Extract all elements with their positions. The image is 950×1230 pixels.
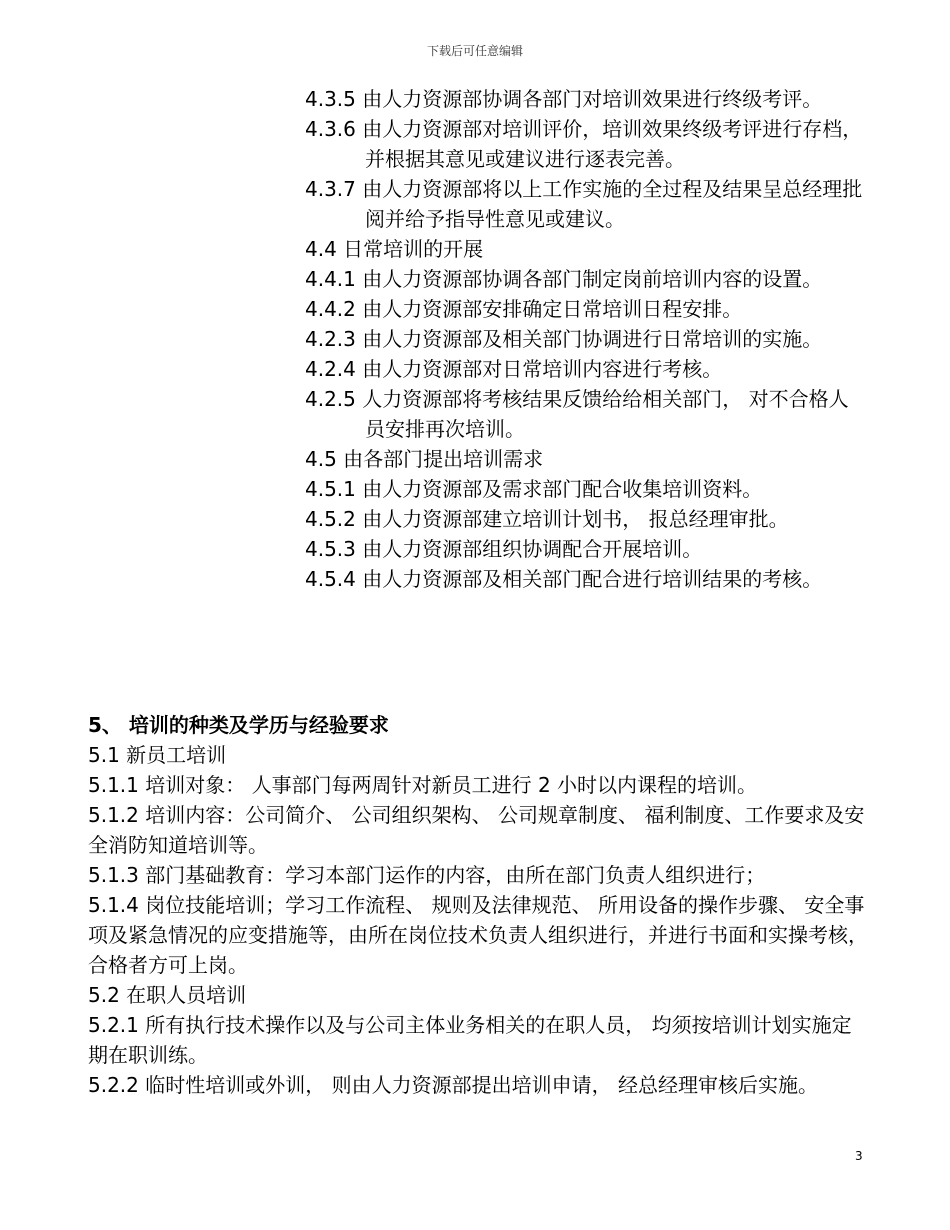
paragraph: 5.1.3 部门基础教育：学习本部门运作的内容，由所在部门负责人组织进行； bbox=[88, 863, 766, 887]
list-item: 4.5.2 由人力资源部建立培训计划书， 报总经理审批。 bbox=[305, 507, 789, 531]
section-title: 5、 培训的种类及学历与经验要求 bbox=[88, 713, 389, 737]
paragraph: 5.1 新员工培训 bbox=[88, 743, 227, 767]
page-number: 3 bbox=[855, 1149, 863, 1163]
list-item: 4.4.2 由人力资源部安排确定日常培训日程安排。 bbox=[305, 297, 743, 321]
list-item: 4.3.7 由人力资源部将以上工作实施的全过程及结果呈总经理批阅并给予指导性意见或建议。 bbox=[305, 177, 863, 231]
subsection-heading: 4.5 由各部门提出培训需求 bbox=[305, 447, 544, 471]
list-item: 4.2.5 人力资源部将考核结果反馈给给相关部门， 对不合格人员安排再次培训。 bbox=[305, 387, 849, 441]
list-item: 4.2.4 由人力资源部对日常培训内容进行考核。 bbox=[305, 357, 723, 381]
paragraph: 5.1.1 培训对象： 人事部门每两周针对新员工进行 2 小时以内课程的培训。 bbox=[88, 773, 758, 797]
list-item: 4.4.1 由人力资源部协调各部门制定岗前培训内容的设置。 bbox=[305, 267, 823, 291]
list-item: 4.3.6 由人力资源部对培训评价，培训效果终级考评进行存档，并根据其意见或建议进行逐表完善。 bbox=[305, 117, 863, 171]
paragraph: 5.2.1 所有执行技术操作以及与公司主体业务相关的在职人员， 均须按培训计划实施定期在职训练。 bbox=[88, 1013, 852, 1067]
paragraph: 5.1.4 岗位技能培训；学习工作流程、 规则及法律规范、 所用设备的操作步骤、 安全事项及紧急情况的应变措施等，由所在岗位技术负责人组织进行，并进行书面和实操考核，合格者方可上岗。 bbox=[88, 893, 868, 977]
list-item: 4.5.4 由人力资源部及相关部门配合进行培训结果的考核。 bbox=[305, 567, 823, 591]
list-item: 4.3.5 由人力资源部协调各部门对培训效果进行终级考评。 bbox=[305, 87, 823, 111]
paragraph: 5.1.2 培训内容：公司简介、 公司组织架构、 公司规章制度、 福利制度、工作要求及安全消防知道培训等。 bbox=[88, 803, 865, 857]
subsection-heading: 4.4 日常培训的开展 bbox=[305, 237, 484, 261]
page-header: 下载后可任意编辑 bbox=[426, 44, 523, 58]
section-5 bbox=[88, 710, 868, 1100]
list-item: 4.2.3 由人力资源部及相关部门协调进行日常培训的实施。 bbox=[305, 327, 823, 351]
paragraph: 5.2 在职人员培训 bbox=[88, 983, 247, 1007]
indented-list bbox=[305, 84, 865, 594]
paragraph: 5.2.2 临时性培训或外训， 则由人力资源部提出培训申请， 经总经理审核后实施。 bbox=[88, 1073, 818, 1097]
list-item: 4.5.1 由人力资源部及需求部门配合收集培训资料。 bbox=[305, 477, 763, 501]
list-item: 4.5.3 由人力资源部组织协调配合开展培训。 bbox=[305, 537, 703, 561]
